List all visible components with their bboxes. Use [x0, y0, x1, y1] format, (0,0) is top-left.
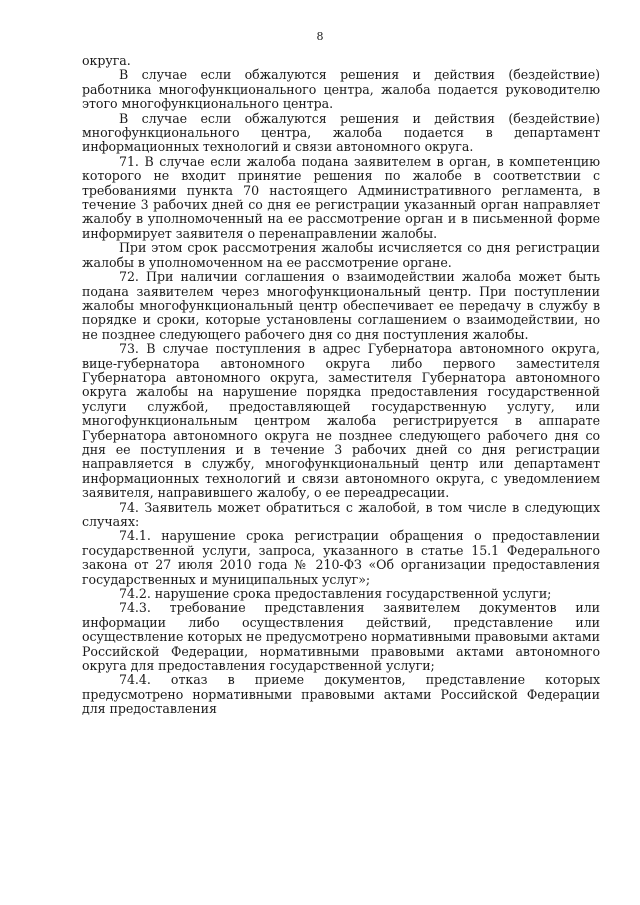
- paragraph-74: 74. Заявитель может обратиться с жалобой, в том числе в следующих случаях:: [82, 499, 600, 529]
- page-number: 8: [316, 30, 324, 43]
- paragraph-center-complaint: В случае если обжалуются решения и действия (бездействие) многофункционального центра, жалоба подается в департамент информационных технологий и связи автономного округа.: [82, 110, 600, 155]
- paragraph-72: 72. При наличии соглашения о взаимодействии жалоба может быть подана заявителем через многофункциональный центр. При поступлении жалобы многофункциональный центр обеспечивает ее передачу в службу в порядке и сроки, которые установлены соглашением о взаимодействии, но не позднее следующего рабочего дня со дня поступления жалобы.: [82, 269, 600, 342]
- paragraph-74-1: 74.1. нарушение срока регистрации обращения о предоставлении государственной услуги, запроса, указанного в статье 15.1 Федерального закона от 27 июля 2010 года № 210-ФЗ «Об организации предоставления государственных и муниципальных услуг»;: [82, 528, 600, 587]
- paragraph-74-2: 74.2. нарушение срока предоставления государственной услуги;: [119, 586, 552, 602]
- document-body: [82, 54, 600, 717]
- paragraph-71: 71. В случае если жалоба подана заявителем в орган, в компетенцию которого не входит принятие решения по жалобе в соответствии с требованиями пункта 70 настоящего Административного регламента, в течение 3 рабочих дней со дня ее регистрации указанный орган направляет жалобу в уполномоченный на ее рассмотрение орган и в письменной форме информирует заявителя о перенаправлении жалобы.: [82, 153, 600, 241]
- paragraph-71-term: При этом срок рассмотрения жалобы исчисляется со дня регистрации жалобы в уполномоченном на ее рассмотрение органе.: [82, 240, 600, 270]
- paragraph-worker-complaint: В случае если обжалуются решения и действия (бездействие) работника многофункционального центра, жалоба подается руководителю этого многофункционального центра.: [82, 67, 600, 112]
- paragraph-74-3: 74.3. требование представления заявителем документов или информации либо осуществления действий, представление или осуществление которых не предусмотрено нормативными правовыми актами Российской Федерации, нормативными правовыми актами автономного округа для предоставления государственной услуги;: [82, 600, 601, 674]
- paragraph-okruga: округа.: [82, 53, 131, 68]
- paragraph-73: 73. В случае поступления в адрес Губернатора автономного округа, вице-губернатора автономного округа либо первого заместителя Губернатора автономного округа, заместителя Губернатора автономного округа жалобы на нарушение порядка предоставления государственной услуги службой, предоставляющей государственную услугу, или многофункциональным центром жалоба регистрируется в аппарате Губернатора автономного округа не позднее следующего рабочего дня со дня ее поступления и в течение 3 рабочих дней со дня регистрации направляется в службу, многофункциональный центр или департамент информационных технологий и связи автономного округа, с уведомлением заявителя, направившего жалобу, о ее переадресации.: [82, 341, 600, 501]
- paragraph-74-4: 74.4. отказ в приеме документов, представление которых предусмотрено нормативными правовыми актами Российской Федерации для предоставления: [82, 672, 600, 717]
